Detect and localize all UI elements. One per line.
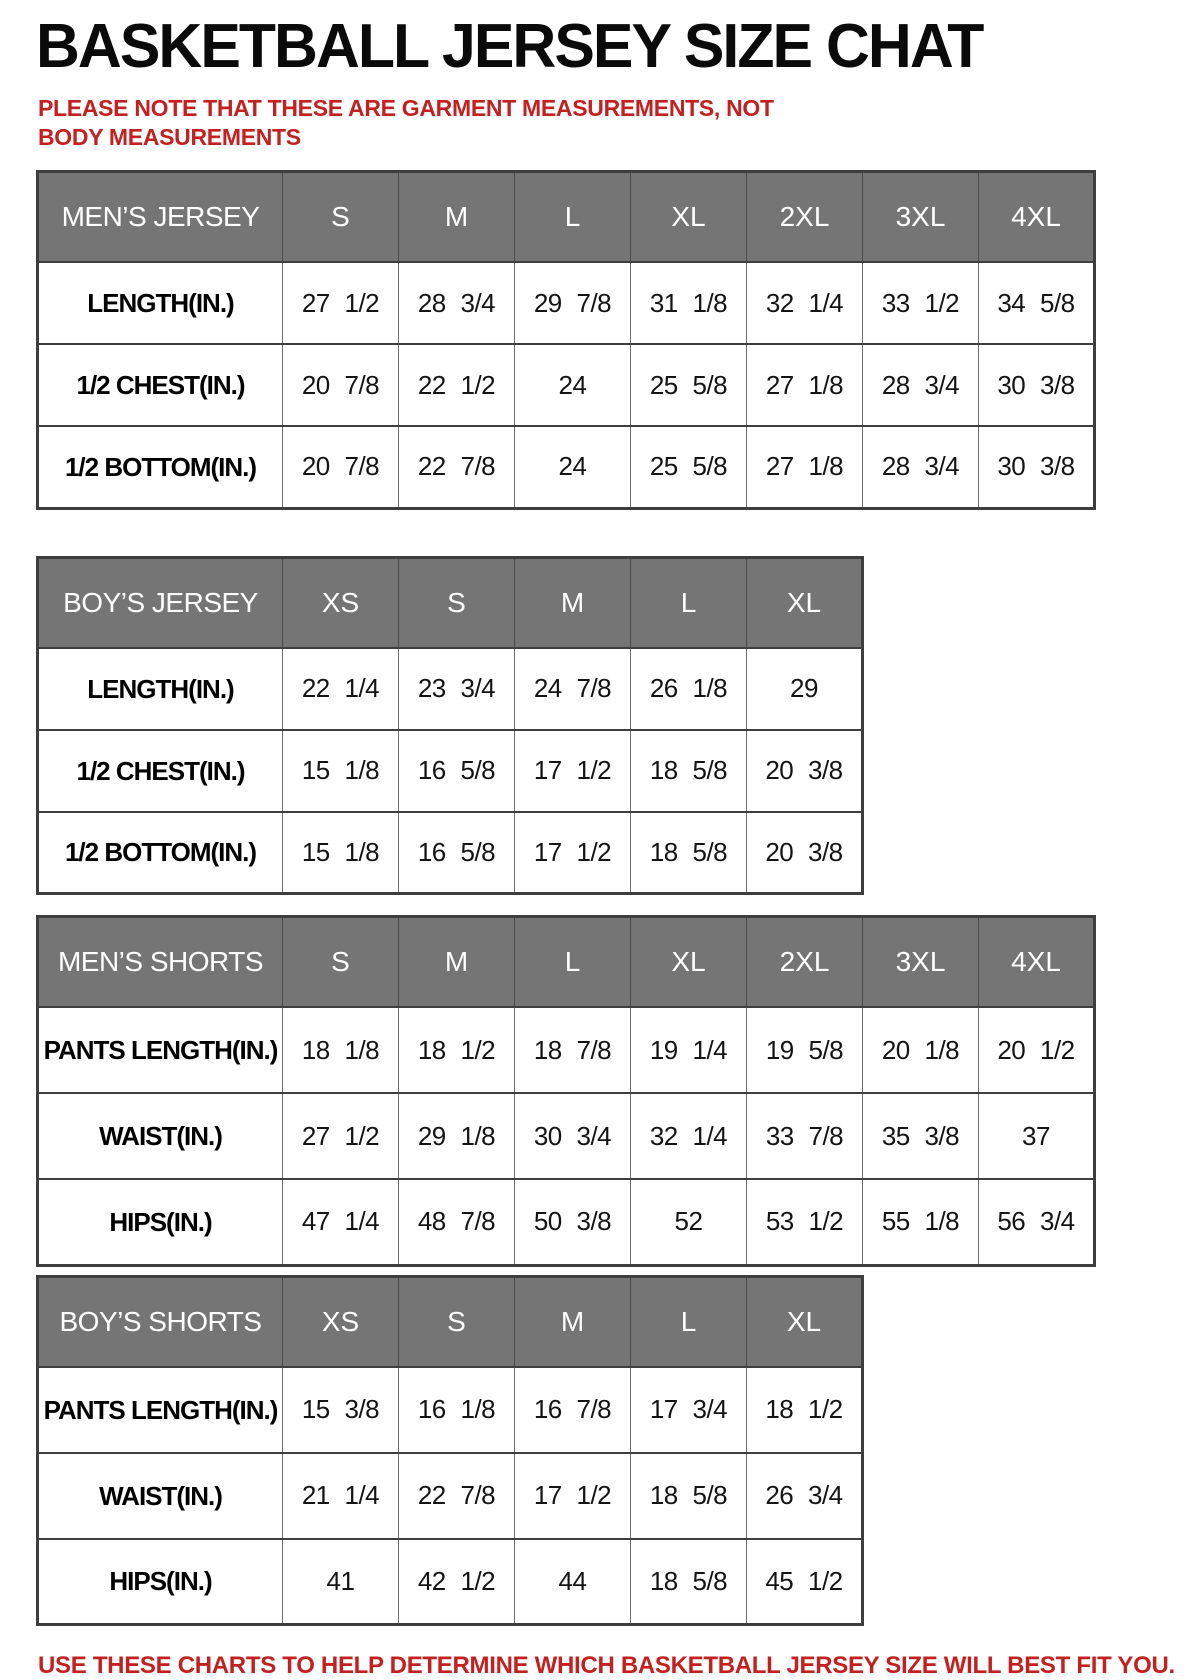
- measurement-value-cell: 24: [515, 344, 631, 426]
- size-column-header: 3XL: [863, 917, 979, 1008]
- size-column-header: S: [283, 172, 399, 263]
- size-column-header: M: [515, 1276, 631, 1367]
- size-column-header: M: [399, 172, 515, 263]
- measurement-value-cell: 42 1/2: [399, 1539, 515, 1625]
- measurement-value-cell: 52: [631, 1179, 747, 1265]
- measurement-value-cell: 27 1/8: [747, 344, 863, 426]
- size-table-boys-jersey: [36, 556, 864, 896]
- table-header-row: [38, 172, 1095, 263]
- size-column-header: XL: [631, 172, 747, 263]
- size-column-header: 2XL: [747, 917, 863, 1008]
- size-column-header: S: [399, 557, 515, 648]
- measurement-row: [38, 426, 1095, 508]
- measurement-value-cell: 30 3/4: [515, 1093, 631, 1179]
- measurement-value-cell: 20 1/8: [863, 1007, 979, 1093]
- measurement-value-cell: 47 1/4: [283, 1179, 399, 1265]
- measurement-value-cell: 21 1/4: [283, 1453, 399, 1539]
- measurement-value-cell: 19 5/8: [747, 1007, 863, 1093]
- row-label-cell: WAIST(IN.): [38, 1093, 283, 1179]
- row-label-cell: PANTS LENGTH(IN.): [38, 1007, 283, 1093]
- size-column-header: XL: [747, 557, 863, 648]
- size-table-mens-jersey: [36, 170, 1096, 510]
- measurement-value-cell: 41: [283, 1539, 399, 1625]
- measurement-value-cell: 31 1/8: [631, 262, 747, 344]
- measurement-row: [38, 1453, 863, 1539]
- measurement-value-cell: 15 1/8: [283, 812, 399, 894]
- measurement-value-cell: 16 7/8: [515, 1367, 631, 1453]
- measurement-value-cell: 22 1/4: [283, 648, 399, 730]
- measurement-value-cell: 55 1/8: [863, 1179, 979, 1265]
- measurement-value-cell: 29: [747, 648, 863, 730]
- size-column-header: M: [399, 917, 515, 1008]
- measurement-value-cell: 17 1/2: [515, 812, 631, 894]
- row-label-cell: 1/2 BOTTOM(IN.): [38, 812, 283, 894]
- measurement-value-cell: 18 5/8: [631, 812, 747, 894]
- measurement-value-cell: 35 3/8: [863, 1093, 979, 1179]
- measurement-value-cell: 37: [979, 1093, 1095, 1179]
- measurement-value-cell: 15 1/8: [283, 730, 399, 812]
- row-label-cell: WAIST(IN.): [38, 1453, 283, 1539]
- size-column-header: XL: [747, 1276, 863, 1367]
- measurement-value-cell: 28 3/4: [863, 426, 979, 508]
- size-tables-container: [36, 170, 1200, 1626]
- measurement-row: [38, 1007, 1095, 1093]
- table-title-cell-mens-jersey: MEN’S JERSEY: [38, 172, 283, 263]
- measurement-value-cell: 24 7/8: [515, 648, 631, 730]
- measurement-value-cell: 29 1/8: [399, 1093, 515, 1179]
- measurement-value-cell: 15 3/8: [283, 1367, 399, 1453]
- measurement-value-cell: 29 7/8: [515, 262, 631, 344]
- measurement-value-cell: 22 7/8: [399, 1453, 515, 1539]
- measurement-row: [38, 648, 863, 730]
- size-table-boys-shorts: [36, 1275, 864, 1627]
- size-column-header: XS: [283, 1276, 399, 1367]
- measurement-value-cell: 17 3/4: [631, 1367, 747, 1453]
- size-column-header: M: [515, 557, 631, 648]
- size-column-header: S: [283, 917, 399, 1008]
- size-column-header: L: [515, 917, 631, 1008]
- measurement-value-cell: 30 3/8: [979, 344, 1095, 426]
- size-column-header: S: [399, 1276, 515, 1367]
- row-label-cell: LENGTH(IN.): [38, 648, 283, 730]
- size-column-header: 4XL: [979, 172, 1095, 263]
- fit-advice-footer: USE THESE CHARTS TO HELP DETERMINE WHICH BASKETBALL JERSEY SIZE WILL BEST FIT YOU.: [38, 1652, 1175, 1679]
- size-column-header: L: [631, 1276, 747, 1367]
- size-table-mens-shorts: [36, 915, 1096, 1267]
- measurement-value-cell: 16 1/8: [399, 1367, 515, 1453]
- measurement-value-cell: 22 1/2: [399, 344, 515, 426]
- size-column-header: XS: [283, 557, 399, 648]
- size-column-header: XL: [631, 917, 747, 1008]
- table-header-row: [38, 917, 1095, 1008]
- size-column-header: L: [515, 172, 631, 263]
- table-title-cell-boys-jersey: BOY’S JERSEY: [38, 557, 283, 648]
- measurement-value-cell: 18 5/8: [631, 730, 747, 812]
- size-column-header: 3XL: [863, 172, 979, 263]
- table-title-cell-mens-shorts: MEN’S SHORTS: [38, 917, 283, 1008]
- measurement-value-cell: 32 1/4: [631, 1093, 747, 1179]
- measurement-value-cell: 16 5/8: [399, 812, 515, 894]
- measurement-value-cell: 25 5/8: [631, 426, 747, 508]
- measurement-value-cell: 18 5/8: [631, 1453, 747, 1539]
- measurement-value-cell: 44: [515, 1539, 631, 1625]
- measurement-row: [38, 262, 1095, 344]
- measurement-value-cell: 32 1/4: [747, 262, 863, 344]
- measurement-value-cell: 18 1/2: [747, 1367, 863, 1453]
- measurement-value-cell: 27 1/2: [283, 1093, 399, 1179]
- measurement-row: [38, 1539, 863, 1625]
- measurement-row: [38, 730, 863, 812]
- measurement-value-cell: 30 3/8: [979, 426, 1095, 508]
- measurement-row: [38, 1093, 1095, 1179]
- measurement-value-cell: 17 1/2: [515, 730, 631, 812]
- measurement-value-cell: 28 3/4: [399, 262, 515, 344]
- measurement-row: [38, 344, 1095, 426]
- table-title-cell-boys-shorts: BOY’S SHORTS: [38, 1276, 283, 1367]
- row-label-cell: HIPS(IN.): [38, 1179, 283, 1265]
- garment-measurement-note: PLEASE NOTE THAT THESE ARE GARMENT MEASUREMENTS, NOT BODY MEASUREMENTS: [38, 95, 774, 150]
- row-label-cell: 1/2 CHEST(IN.): [38, 344, 283, 426]
- measurement-value-cell: 28 3/4: [863, 344, 979, 426]
- measurement-value-cell: 20 1/2: [979, 1007, 1095, 1093]
- measurement-value-cell: 56 3/4: [979, 1179, 1095, 1265]
- measurement-value-cell: 18 1/2: [399, 1007, 515, 1093]
- measurement-value-cell: 22 7/8: [399, 426, 515, 508]
- measurement-value-cell: 25 5/8: [631, 344, 747, 426]
- row-label-cell: 1/2 CHEST(IN.): [38, 730, 283, 812]
- measurement-value-cell: 50 3/8: [515, 1179, 631, 1265]
- measurement-value-cell: 17 1/2: [515, 1453, 631, 1539]
- measurement-value-cell: 16 5/8: [399, 730, 515, 812]
- measurement-value-cell: 26 1/8: [631, 648, 747, 730]
- measurement-value-cell: 27 1/8: [747, 426, 863, 508]
- measurement-row: [38, 812, 863, 894]
- measurement-value-cell: 24: [515, 426, 631, 508]
- row-label-cell: LENGTH(IN.): [38, 262, 283, 344]
- measurement-value-cell: 20 7/8: [283, 426, 399, 508]
- size-column-header: L: [631, 557, 747, 648]
- measurement-value-cell: 27 1/2: [283, 262, 399, 344]
- row-label-cell: HIPS(IN.): [38, 1539, 283, 1625]
- measurement-value-cell: 18 7/8: [515, 1007, 631, 1093]
- measurement-value-cell: 34 5/8: [979, 262, 1095, 344]
- measurement-value-cell: 20 3/8: [747, 730, 863, 812]
- measurement-value-cell: 20 3/8: [747, 812, 863, 894]
- row-label-cell: 1/2 BOTTOM(IN.): [38, 426, 283, 508]
- measurement-value-cell: 18 5/8: [631, 1539, 747, 1625]
- measurement-row: [38, 1367, 863, 1453]
- measurement-value-cell: 33 1/2: [863, 262, 979, 344]
- measurement-value-cell: 20 7/8: [283, 344, 399, 426]
- measurement-value-cell: 53 1/2: [747, 1179, 863, 1265]
- measurement-value-cell: 33 7/8: [747, 1093, 863, 1179]
- size-column-header: 2XL: [747, 172, 863, 263]
- measurement-value-cell: 18 1/8: [283, 1007, 399, 1093]
- measurement-value-cell: 48 7/8: [399, 1179, 515, 1265]
- table-header-row: [38, 557, 863, 648]
- measurement-row: [38, 1179, 1095, 1265]
- measurement-value-cell: 23 3/4: [399, 648, 515, 730]
- measurement-value-cell: 19 1/4: [631, 1007, 747, 1093]
- measurement-value-cell: 45 1/2: [747, 1539, 863, 1625]
- page-title: BASKETBALL JERSEY SIZE CHAT: [36, 12, 983, 81]
- row-label-cell: PANTS LENGTH(IN.): [38, 1367, 283, 1453]
- table-header-row: [38, 1276, 863, 1367]
- measurement-value-cell: 26 3/4: [747, 1453, 863, 1539]
- size-column-header: 4XL: [979, 917, 1095, 1008]
